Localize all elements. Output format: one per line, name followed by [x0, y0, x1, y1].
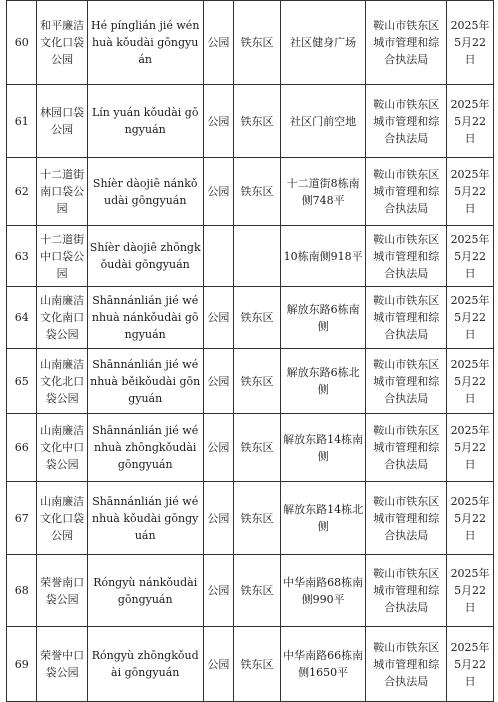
table-row [7, 158, 494, 226]
district: 铁东区 [234, 1, 281, 85]
park-pinyin: Shíèr dàojiē zhōngkǒudài gōngyuán [87, 226, 203, 287]
category: 公园 [203, 555, 233, 627]
authority: 鞍山市铁东区城市管理和综合执法局 [366, 226, 447, 287]
date: 2025年5月22日 [447, 287, 494, 349]
park-pinyin: Shānnánlián jié wénhuà zhōngkǒudài gōngyuán [87, 414, 203, 482]
authority: 鞍山市铁东区城市管理和综合执法局 [366, 482, 447, 555]
category: 公园 [203, 414, 233, 482]
date: 2025年5月22日 [447, 627, 494, 702]
category: 公园 [203, 627, 233, 702]
category: 公园 [203, 287, 233, 349]
district: 铁东区 [234, 555, 281, 627]
location: 中华南路68栋南侧990平 [280, 555, 365, 627]
row-number: 65 [7, 349, 37, 414]
category: 公园 [203, 1, 233, 85]
location: 解放东路14栋南侧 [280, 414, 365, 482]
table-row [7, 627, 494, 702]
authority: 鞍山市铁东区城市管理和综合执法局 [366, 627, 447, 702]
location: 社区门前空地 [280, 85, 365, 158]
date: 2025年5月22日 [447, 414, 494, 482]
park-name: 和平廉洁文化口袋公园 [37, 1, 87, 85]
date: 2025年5月22日 [447, 482, 494, 555]
authority: 鞍山市铁东区城市管理和综合执法局 [366, 1, 447, 85]
park-pinyin: Hé pínglián jié wénhuà kǒudài gōngyuán [87, 1, 203, 85]
date: 2025年5月22日 [447, 226, 494, 287]
date: 2025年5月22日 [447, 349, 494, 414]
table-row [7, 482, 494, 555]
table-row [7, 555, 494, 627]
park-name: 荣誉中口袋公园 [37, 627, 87, 702]
authority: 鞍山市铁东区城市管理和综合执法局 [366, 287, 447, 349]
category: 公园 [203, 349, 233, 414]
park-pinyin: Lín yuán kǒudài gōngyuán [87, 85, 203, 158]
location: 十二道街8栋南侧748平 [280, 158, 365, 226]
row-number: 69 [7, 627, 37, 702]
table-row [7, 287, 494, 349]
table-row [7, 349, 494, 414]
date: 2025年5月22日 [447, 85, 494, 158]
location: 解放东路6栋北侧 [280, 349, 365, 414]
authority: 鞍山市铁东区城市管理和综合执法局 [366, 85, 447, 158]
park-name: 山南廉洁文化北口袋公园 [37, 349, 87, 414]
park-pinyin: Shānnánlián jié wénhuà kǒudài gōngyuán [87, 482, 203, 555]
row-number: 61 [7, 85, 37, 158]
location: 解放东路14栋北侧 [280, 482, 365, 555]
district: 铁东区 [234, 482, 281, 555]
records-table [6, 0, 494, 702]
park-name: 山南廉洁文化中口袋公园 [37, 414, 87, 482]
location: 解放东路6栋南侧 [280, 287, 365, 349]
category: 公园 [203, 85, 233, 158]
category [203, 226, 233, 287]
park-pinyin: Shíèr dàojiē nánkǒudài gōngyuán [87, 158, 203, 226]
row-number: 60 [7, 1, 37, 85]
authority: 鞍山市铁东区城市管理和综合执法局 [366, 414, 447, 482]
district: 铁东区 [234, 158, 281, 226]
table-row [7, 85, 494, 158]
table-row [7, 226, 494, 287]
authority: 鞍山市铁东区城市管理和综合执法局 [366, 555, 447, 627]
park-pinyin: Róngyù zhōngkǒudài gōngyuán [87, 627, 203, 702]
row-number: 64 [7, 287, 37, 349]
location: 社区健身广场 [280, 1, 365, 85]
date: 2025年5月22日 [447, 1, 494, 85]
park-name: 荣誉南口袋公园 [37, 555, 87, 627]
location: 10栋南侧918平 [280, 226, 365, 287]
row-number: 68 [7, 555, 37, 627]
district: 铁东区 [234, 287, 281, 349]
park-name: 十二道街中口袋公园 [37, 226, 87, 287]
row-number: 66 [7, 414, 37, 482]
district: 铁东区 [234, 414, 281, 482]
park-pinyin: Róngyù nánkǒudài gōngyuán [87, 555, 203, 627]
authority: 鞍山市铁东区城市管理和综合执法局 [366, 349, 447, 414]
row-number: 67 [7, 482, 37, 555]
location: 中华南路66栋南侧1650平 [280, 627, 365, 702]
park-name: 林园口袋公园 [37, 85, 87, 158]
table-row [7, 1, 494, 85]
authority: 鞍山市铁东区城市管理和综合执法局 [366, 158, 447, 226]
district: 铁东区 [234, 349, 281, 414]
date: 2025年5月22日 [447, 555, 494, 627]
category: 公园 [203, 482, 233, 555]
park-pinyin: Shānnánlián jié wénhuà běikǒudài gōngyuán [87, 349, 203, 414]
row-number: 63 [7, 226, 37, 287]
park-name: 山南廉洁文化口袋公园 [37, 482, 87, 555]
district [234, 226, 281, 287]
district: 铁东区 [234, 85, 281, 158]
park-name: 山南廉洁文化南口袋公园 [37, 287, 87, 349]
table-row [7, 414, 494, 482]
category: 公园 [203, 158, 233, 226]
park-pinyin: Shānnánlián jié wénhuà nánkǒudài gōngyuán [87, 287, 203, 349]
district: 铁东区 [234, 627, 281, 702]
date: 2025年5月22日 [447, 158, 494, 226]
row-number: 62 [7, 158, 37, 226]
park-name: 十二道街南口袋公园 [37, 158, 87, 226]
